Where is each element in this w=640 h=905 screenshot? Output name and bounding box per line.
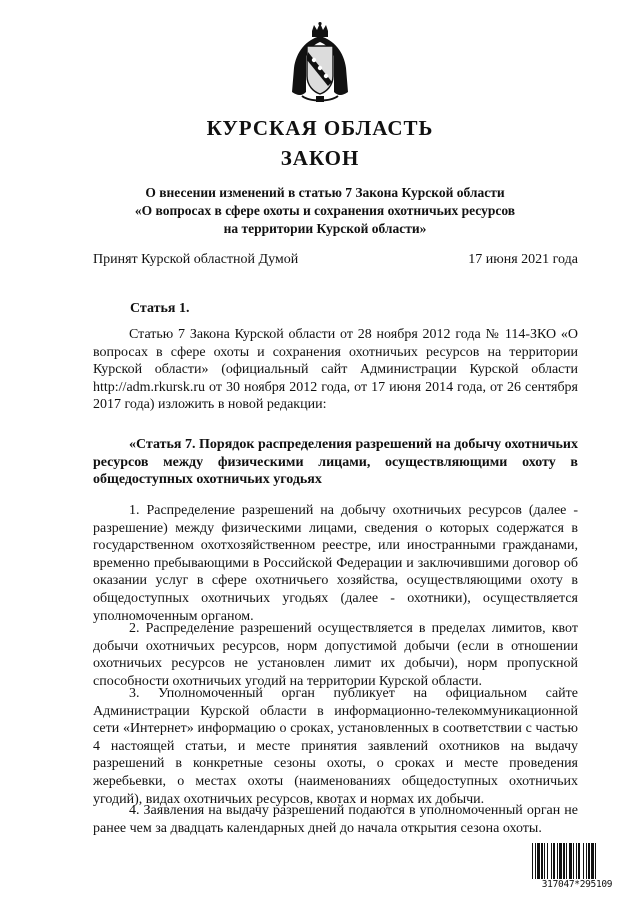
article-7-paragraph-2: 2. Распределение разрешений осуществляется в пределах лимитов, квот добычи охотничьих ресурсов, норм допустимой добычи (если в отношении охотничьих ресурсов не установлен лимит их добычи), норм пропускной способности охотничьих угодий на территории Курской области. xyxy=(93,621,578,689)
article-7-paragraph-4: 4. Заявления на выдачу разрешений подаются в уполномоченный орган не ранее чем за двадцать календарных дней до начала открытия сезона охоты. xyxy=(93,803,578,836)
adoption-date: 17 июня 2021 года xyxy=(468,252,578,267)
subject-line: О внесении изменений в статью 7 Закона Курской области xyxy=(145,185,505,200)
document-type-title: ЗАКОН xyxy=(280,146,360,170)
article-7-heading: «Статья 7. Порядок распределения разрешений на добычу охотничьих ресурсов между физическими лицами, осуществляющими охоту в общедоступных охотничьих угодьях xyxy=(93,437,578,488)
article-1-heading: Статья 1. xyxy=(130,301,190,316)
subject-line: «О вопросах в сфере охоты и сохранения охотничьих ресурсов xyxy=(134,203,516,218)
barcode-number: 317047*295109 xyxy=(541,879,613,890)
barcode xyxy=(531,843,623,891)
barcode-icon xyxy=(531,843,623,879)
adopted-by: Принят Курской областной Думой xyxy=(93,252,299,267)
article-7-paragraph-1: 1. Распределение разрешений на добычу охотничьих ресурсов (далее - разрешение) между физическими лицами, сведения о которых содержатся в государственном охотхозяйственном реестре, или иностранными гражданами, временно пребывающими в Российской Федерации и заключившими договор об оказании услуг в сфере охотничьего хозяйства, осуществляющими охоту в общедоступных охотничьих угодьях (далее - охотники), осуществляется уполномоченным органом. xyxy=(93,503,578,624)
subject-line: на территории Курской области» xyxy=(223,221,427,236)
law-subject xyxy=(90,184,560,238)
kursk-coat-of-arms-icon xyxy=(288,22,352,106)
article-7-paragraph-3: 3. Уполномоченный орган публикует на официальном сайте Администрации Курской области в информационно-телекоммуникационной сети «Интернет» информацию о сроках, установленных в соответствии с частью 4 настоящей статьи, и месте принятия заявлений охотников на выдачу разрешений в конкретные сезоны охоты, о сроках и месте проведения жеребьевки, о местах охоты (наименованиях общедоступных охотничьих угодий), видах охотничьих ресурсов, квотах и нормах их добычи. xyxy=(93,686,578,807)
adoption-line xyxy=(93,252,578,268)
region-title: КУРСКАЯ ОБЛАСТЬ xyxy=(206,116,434,140)
article-1-intro: Статью 7 Закона Курской области от 28 ноября 2012 года № 114-ЗКО «О вопросах в сфере охоты и сохранения охотничьих ресурсов на территории Курской области» (официальный сайт Администрации Курской области http://adm.rkursk.ru от 30 ноября 2012 года, от 17 июня 2014 года, от 26 сентября 2017 года) изложить в новой редакции: xyxy=(93,327,578,413)
